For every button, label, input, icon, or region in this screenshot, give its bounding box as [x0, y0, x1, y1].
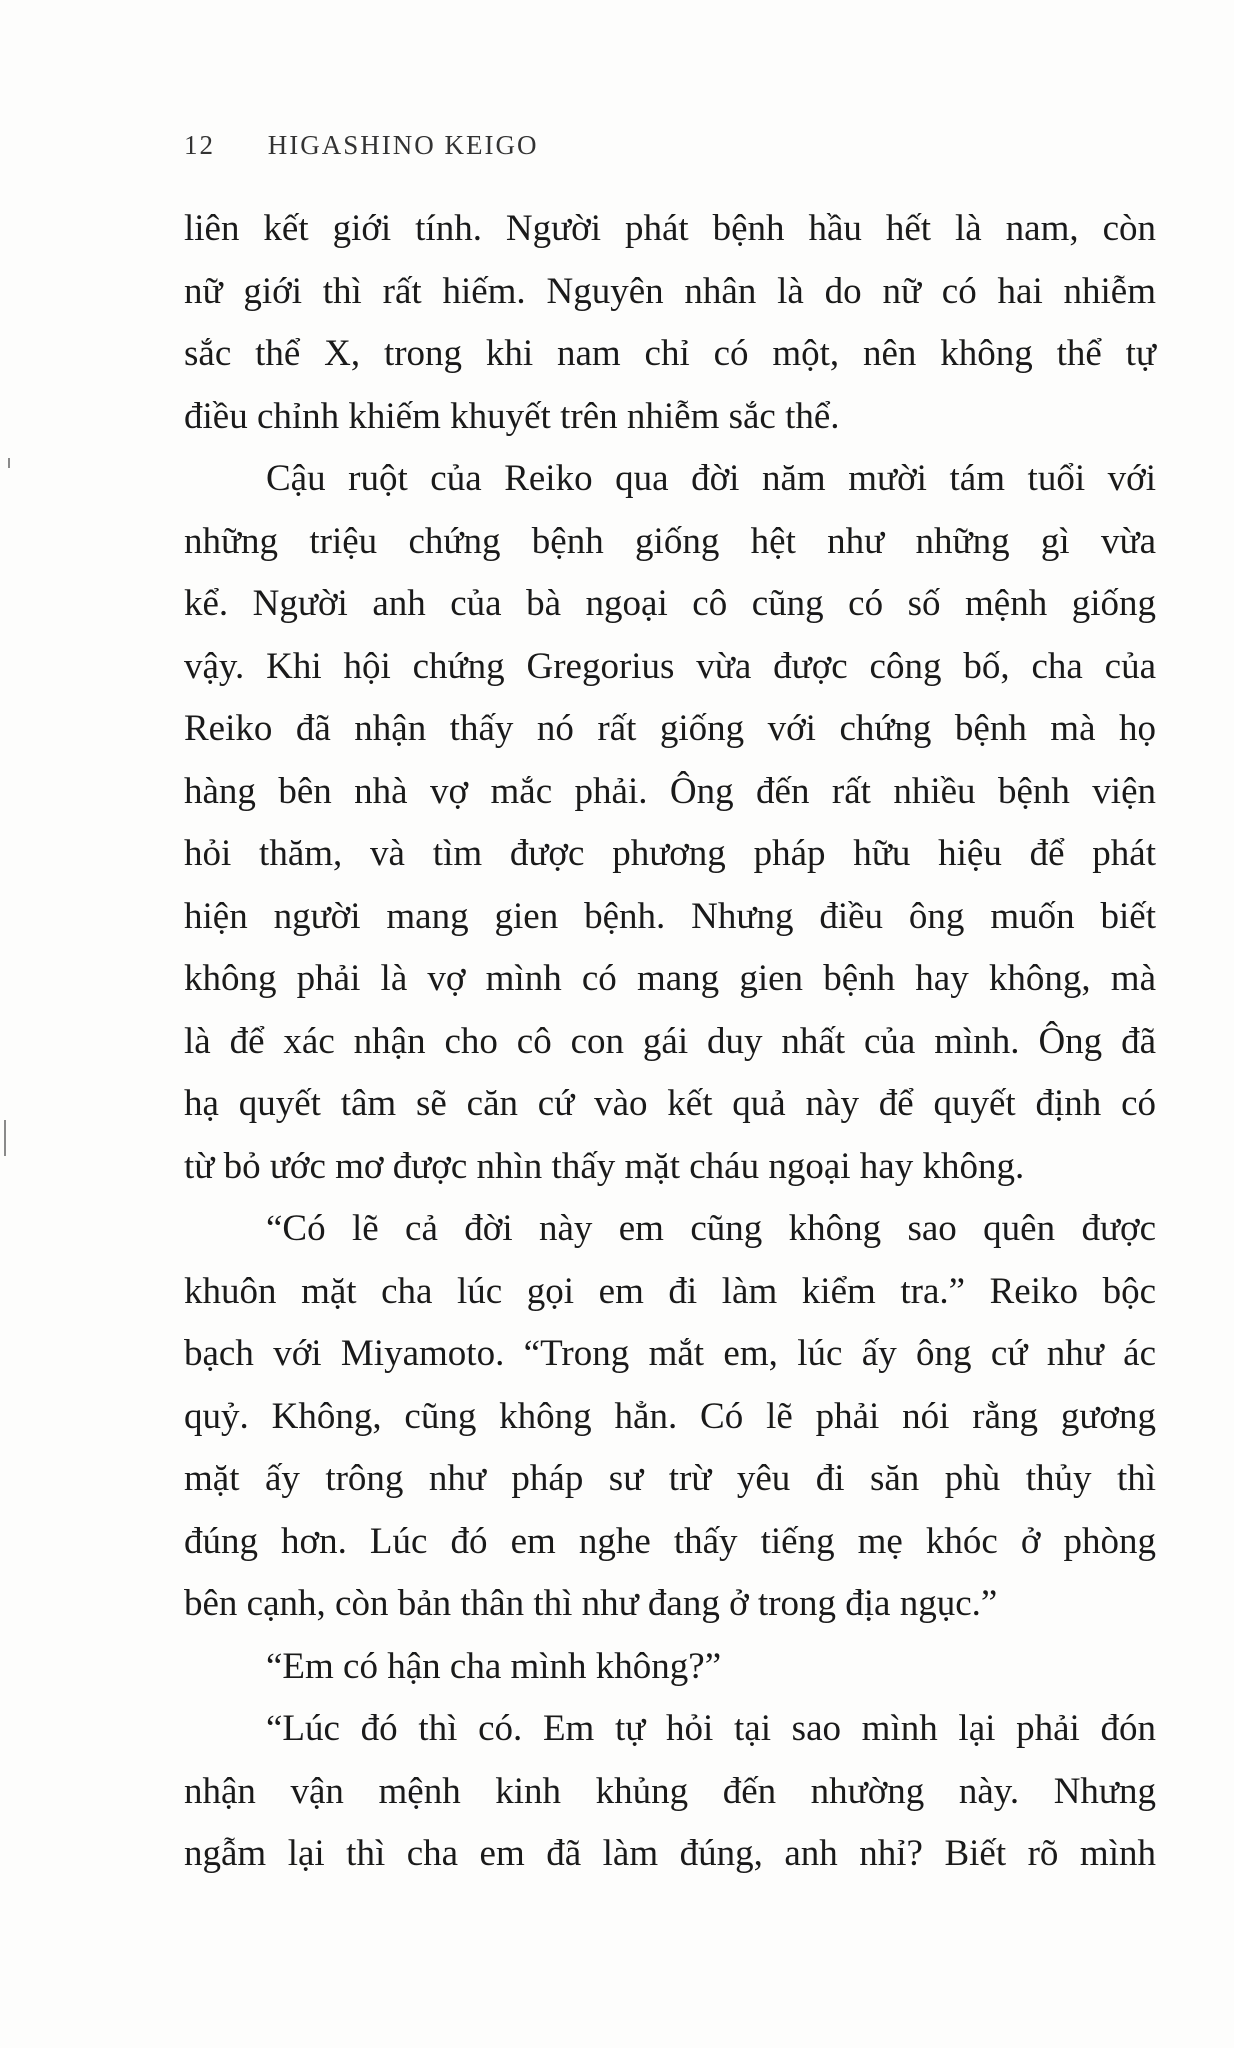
- text-line: điều chỉnh khiếm khuyết trên nhiễm sắc thể.: [184, 395, 840, 437]
- text-line: kể. Người anh của bà ngoại cô cũng có số mệnh giống: [184, 583, 1156, 624]
- text-line: nữ giới thì rất hiếm. Nguyên nhân là do nữ có hai nhiễm: [184, 270, 1156, 312]
- text-line: Cậu ruột của Reiko qua đời năm mười tám tuổi với: [266, 458, 1156, 499]
- text-line: hạ quyết tâm sẽ căn cứ vào kết quả này để quyết định có: [184, 1083, 1156, 1124]
- page-number: 12: [184, 130, 215, 160]
- text-line: Reiko đã nhận thấy nó rất giống với chứng bệnh mà họ: [184, 708, 1156, 749]
- text-line: hiện người mang gien bệnh. Nhưng điều ông muốn biết: [184, 895, 1156, 937]
- text-line: không phải là vợ mình có mang gien bệnh hay không, mà: [184, 958, 1156, 999]
- text-line: là để xác nhận cho cô con gái duy nhất của mình. Ông đã: [184, 1020, 1156, 1062]
- text-line: hàng bên nhà vợ mắc phải. Ông đến rất nhiều bệnh viện: [184, 770, 1156, 812]
- text-line: nhận vận mệnh kinh khủng đến nhường này. Nhưng: [184, 1770, 1156, 1812]
- text-line: ngẫm lại thì cha em đã làm đúng, anh nhỉ? Biết rõ mình: [184, 1833, 1156, 1874]
- scan-edge-mark: [4, 1120, 6, 1156]
- scan-edge-mark: [8, 458, 10, 468]
- text-line: bên cạnh, còn bản thân thì như đang ở trong địa ngục.”: [184, 1583, 998, 1624]
- text-line: những triệu chứng bệnh giống hệt như những gì vừa: [184, 520, 1156, 562]
- text-line: “Lúc đó thì có. Em tự hỏi tại sao mình lại phải đón: [266, 1708, 1156, 1749]
- text-line: vậy. Khi hội chứng Gregorius vừa được công bố, cha của: [184, 645, 1156, 687]
- text-line: “Em có hận cha mình không?”: [266, 1645, 722, 1687]
- body-text: [184, 198, 1156, 1886]
- text-line: mặt ấy trông như pháp sư trừ yêu đi săn phù thủy thì: [184, 1458, 1156, 1499]
- running-header: [184, 130, 538, 161]
- text-line: từ bỏ ước mơ được nhìn thấy mặt cháu ngoại hay không.: [184, 1145, 1025, 1187]
- text-line: “Có lẽ cả đời này em cũng không sao quên được: [266, 1208, 1156, 1249]
- text-line: liên kết giới tính. Người phát bệnh hầu hết là nam, còn: [184, 208, 1156, 249]
- text-line: sắc thể X, trong khi nam chỉ có một, nên không thể tự: [184, 333, 1156, 374]
- author-name: HIGASHINO KEIGO: [267, 130, 539, 160]
- text-line: quỷ. Không, cũng không hẳn. Có lẽ phải nói rằng gương: [184, 1395, 1156, 1437]
- text-line: đúng hơn. Lúc đó em nghe thấy tiếng mẹ khóc ở phòng: [184, 1520, 1156, 1562]
- text-line: khuôn mặt cha lúc gọi em đi làm kiểm tra.” Reiko bộc: [184, 1270, 1156, 1312]
- text-line: hỏi thăm, và tìm được phương pháp hữu hiệu để phát: [184, 833, 1156, 874]
- text-line: bạch với Miyamoto. “Trong mắt em, lúc ấy ông cứ như ác: [184, 1333, 1156, 1374]
